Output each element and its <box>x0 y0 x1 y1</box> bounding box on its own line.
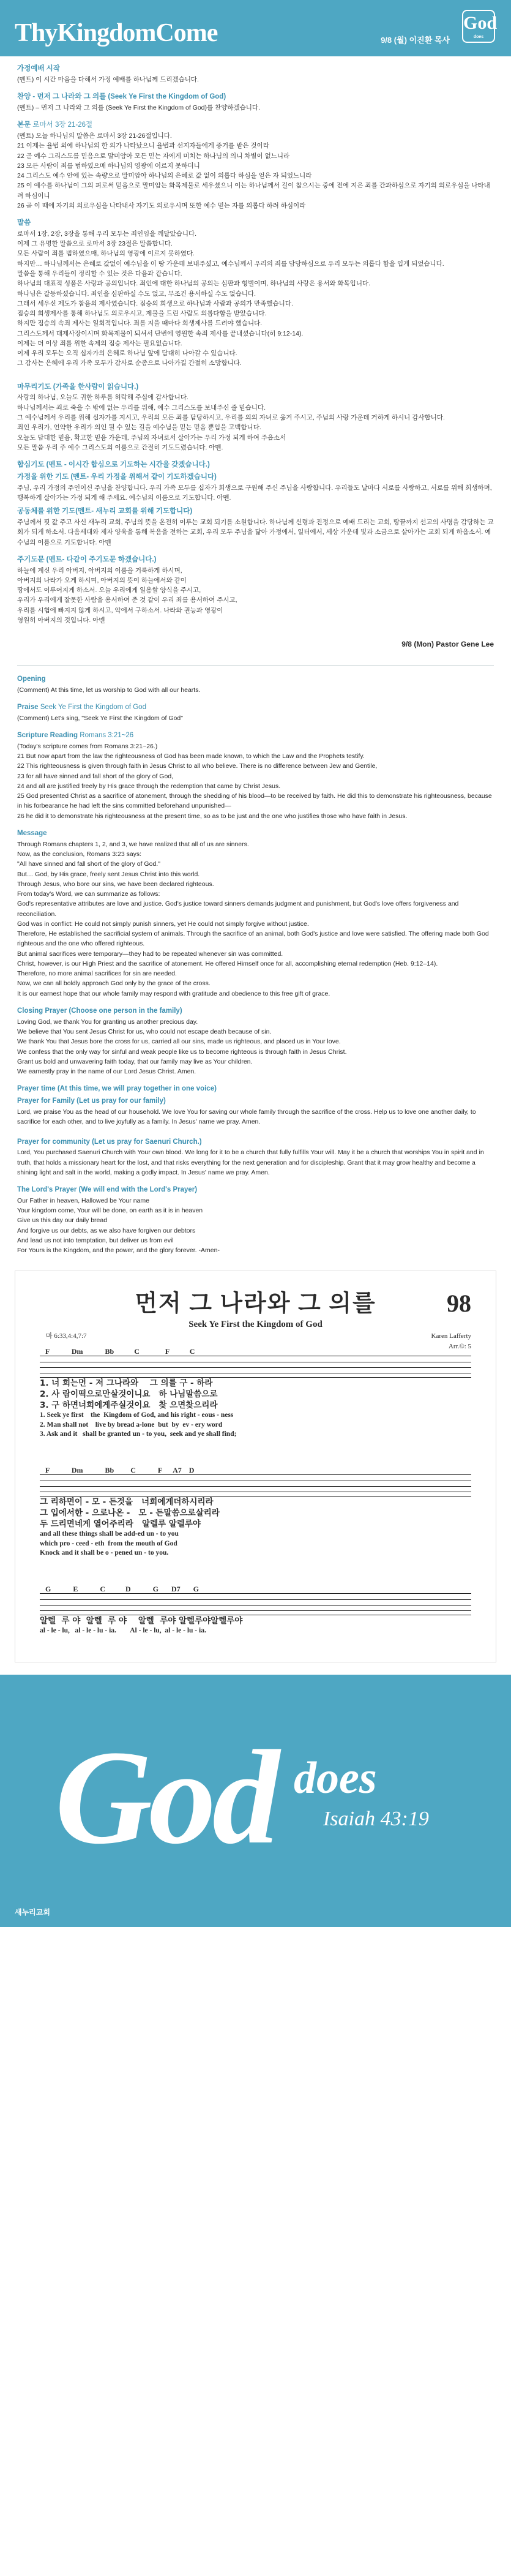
ko-verse-23: 23 모든 사람이 죄를 범하였으매 하나님의 영광에 이르지 못하더니 <box>17 162 200 170</box>
ko-verse-21: 21 이제는 율법 외에 하나님의 한 의가 나타났으니 율법과 선지자들에게 증거를 받은 것이라 <box>17 142 269 150</box>
en-verses <box>17 751 494 821</box>
ko-message-line: 짐승의 희생제사를 통해 하나님도 의로우시고, 제물을 드린 사람도 의롭다함을 받았습니다. <box>17 310 267 318</box>
hymn-title-korean: 먼저 그 나라와 그 의를 <box>135 1290 376 1316</box>
ko-closing-line: 그 예수님께서 우리를 위해 십자가를 지시고, 우리의 모든 죄를 담당하시고, 우리를 의의 자녀로 옮겨 주시고, 주님의 사랑 가운데 거하게 하시니 감사합니다. <box>17 413 445 421</box>
ko-message-line: 하나님은 갈등하셨습니다. 죄인을 심판하실 수도 없고, 무조건 용서하실 수도 없습니다. <box>17 290 256 298</box>
en-family-prayer: Lord, we praise You as the head of our household. We love You for saving our whole family through the sacrifice of the cross. Help us to love one another daily, to sacrifice for each other, and to live joyfully as a family. In Jesus' name we pray. Amen. <box>17 1108 476 1126</box>
korean-section <box>0 64 511 625</box>
lyric-line: 2. 사 람이떡으로만살것이니요 하 나님말씀으로 <box>40 1389 218 1399</box>
en-message-line: God was in conflict: He could not simply punish sinners, yet He could not simply forgive without justice. <box>17 920 309 928</box>
en-church-prayer: Lord, You purchased Saenuri Church with Your own blood. We long for it to be a church that fully fulfills Your will. May it be a church that worships You in spirit and in truth, that holds a missionary heart for the lost, and that risks everything for the next generation and for discipleship. Grant that it may grow healthy and become a shining light and salt in the world, making a godly impact. In Jesus' name we pray. Amen. <box>17 1149 484 1176</box>
ko-praise-title: 찬양 - 먼저 그 나라와 그 의를 (Seek Ye First the Kingdom of God) <box>17 93 226 101</box>
ko-lords-line: 우리를 시험에 빠지지 않게 하시고, 악에서 구하소서. 나라와 권능과 영광이 <box>17 606 223 614</box>
lyric-line: 알렐 루 야 알렐 루 야 알렐 루야 알렐루야알렐루야 <box>40 1615 243 1626</box>
ko-closing-line: 오늘도 담대한 믿음, 확고한 믿음 가운데, 주님의 자녀로서 살아가는 우리 가정 되게 하여 주옵소서 <box>17 434 286 441</box>
en-message-line: God's representative attributes are love and justice. God's justice toward sinners demands judgment and punishment, but God's love offers forgiveness and reconciliation. <box>17 900 459 918</box>
footer-does-text: does <box>294 1752 377 1803</box>
en-closing-line: We earnestly pray in the name of our Lord Jesus Christ. Amen. <box>17 1068 196 1076</box>
en-message-line: From today's Word, we can summarize as follows: <box>17 890 160 898</box>
lyric-line: Knock and it shall be o - pened un - to you. <box>40 1549 169 1557</box>
lyric-line: al - le - lu, al - le - lu - ia. Al - le - lu, al - le - lu - ia. <box>40 1626 206 1634</box>
ko-closing-line: 하나님께서는 죄로 죽을 수 밖에 없는 우리를 위해, 예수 그리스도를 보내주신 줄 믿습니다. <box>17 404 266 411</box>
en-verse-23: 23 for all have sinned and fall short of the glory of God, <box>17 772 174 780</box>
en-praise-title: Praise Seek Ye First the Kingdom of God <box>17 703 146 711</box>
ko-lords-title: 주기도문 (멘트- 다같이 주기도문 하겠습니다.) <box>17 555 157 563</box>
ko-church-prayer-title: 공동체를 위한 기도(멘트- 새누리 교회를 위해 기도합니다) <box>17 508 193 516</box>
en-church-prayer-title: Prayer for community (Let us pray for Saenuri Church.) <box>17 1138 202 1146</box>
en-message-line: Through Jesus, who bore our sins, we have been declared righteous. <box>17 880 214 888</box>
devotion-date: 9/8 (월) 이진환 목사 <box>381 36 450 45</box>
en-lords-title: The Lord's Prayer (We will end with the Lord's Prayer) <box>17 1186 198 1194</box>
ko-family-prayer: 주님, 우리 가정의 주인이신 주님을 찬양합니다. 우리 가족 모두를 십자가 희생으로 구원해 주신 주님을 사랑합니다. 우리들도 날마다 서로를 사랑하고, 서로를 위해 희생하며, 행복하게 살아가는 가정 되게 해 주세요. 예수님의 이름으로 기도합니다. 아멘. <box>17 484 492 501</box>
staff-2-chords: F Dm Bb C F A7 D <box>40 1465 195 1474</box>
lyric-line: which pro - ceed - eth from the mouth of God <box>40 1539 177 1547</box>
music-staff-1 <box>40 1346 471 1440</box>
ko-lords-line: 우리가 우리에게 잘못한 사람을 용서하여 준 것 같이 우리 죄를 용서하여 주시고, <box>17 596 237 604</box>
ko-reading-ref: 로마서 3장 21-26절 <box>32 121 93 129</box>
ko-message-line: 그래서 세우신 제도가 참음의 제사였습니다. 짐승의 희생으로 하나님과 사람과 공의가 만족했습니다. <box>17 299 293 307</box>
en-opening-text: (Comment) At this time, let us worship to God with all our hearts. <box>17 686 201 694</box>
en-message-line: Now, as the conclusion, Romans 3:23 says: <box>17 850 142 858</box>
footer-banner <box>0 1675 511 1927</box>
hymn-title-english: Seek Ye First the Kingdom of God <box>188 1319 323 1329</box>
ko-verse-24: 24 그리스도 예수 안에 있는 속량으로 말미암아 하나님의 은혜로 값 없이 의롭다 하심을 얻은 자 되었느니라 <box>17 172 312 180</box>
ko-message-line: 이제 그 유명한 말씀으로 로마서 3장 23절은 말씀합니다. <box>17 240 173 248</box>
ko-message-line: 하나님의 대표적 성품은 사랑과 공의입니다. 죄인에 대한 하나님의 공의는 심판과 형벌이며, 하나님의 사랑은 용서와 화목입니다. <box>17 280 371 288</box>
ko-reading-title: 본문 로마서 3장 21-26절 <box>17 121 93 129</box>
staff-lines <box>40 1356 471 1378</box>
en-verse-26: 26 he did it to demonstrate his righteousness at the present time, so as to be just and the one who justifies those who have faith in Jesus. <box>17 812 408 820</box>
music-staff-2 <box>40 1465 471 1558</box>
ko-message-line: 그 감사는 은혜에 우리 가족 모두가 감사로 순종으로 나아가길 간절히 소망합니다. <box>17 359 242 367</box>
lyric-line: 그 리하면이 - 모 - 든것을 너희에게더하시리라 <box>40 1496 214 1507</box>
staff-lines <box>40 1474 471 1496</box>
hymn-number: 98 <box>447 1289 471 1317</box>
en-closing-line: We thank You that Jesus bore the cross for us, carried all our sins, made us righteous, and placed us in Your love. <box>17 1038 341 1046</box>
en-message <box>17 839 494 999</box>
lyric-line: 3. Ask and it shall be granted un - to you, seek and ye shall find; <box>40 1430 237 1438</box>
en-verse-21: 21 But now apart from the law the righteousness of God has been made known, to which the Law and the Prophets testify. <box>17 753 365 760</box>
ko-opening-text: (멘트) 이 시간 마음을 다해서 가정 예배를 하나님께 드리겠습니다. <box>17 75 199 83</box>
section-divider <box>17 665 494 666</box>
ko-reading-intro: (멘트) 오늘 하나님의 말씀은 로마서 3장 21-26절입니다. <box>17 132 172 140</box>
en-together-title: Prayer time (At this time, we will pray together in one voice) <box>17 1085 217 1093</box>
footer-scripture-ref: Isaiah 43:19 <box>323 1807 429 1830</box>
hymn-sheet <box>15 1271 496 1662</box>
lyric-line: 두 드리면네게 열어주리라 알렐루 알렐루야 <box>40 1519 201 1529</box>
ko-message-line: 이제는 더 이상 죄를 위한 속제의 짐승 제사는 필요없습니다. <box>17 339 182 347</box>
lyric-line: 1. 너 희는먼 - 저 그나라와 그 의를 구 - 하라 <box>40 1378 213 1388</box>
church-logo: 새누리교회 <box>15 1907 50 1917</box>
music-staff-3 <box>40 1583 471 1636</box>
en-family-prayer-title: Prayer for Family (Let us pray for our family) <box>17 1097 166 1105</box>
staff-1-chords: F Dm Bb C F C <box>40 1346 195 1356</box>
ko-message-line: 모든 사람이 죄를 범하였으매, 하나님의 영광에 이르지 못하였다. <box>17 250 195 258</box>
ko-praise-text: (멘트) – 먼저 그 나라와 그 의를 (Seek Ye First the Kingdom of God)를 찬양하겠습니다. <box>17 103 260 111</box>
en-reading-intro: (Today's scripture comes from Romans 3:21~26.) <box>17 742 158 750</box>
ko-lords-prayer <box>17 566 494 626</box>
en-closing <box>17 1017 494 1077</box>
ko-message-line: 하지만 짐승의 속죄 제사는 일회적입니다. 죄를 지을 때마다 희생제사를 드려야 했습니다. <box>17 320 263 328</box>
en-reading-title: Scripture Reading Romans 3:21~26 <box>17 731 134 739</box>
ko-message <box>17 229 494 369</box>
ko-family-prayer-title: 가정을 위한 기도 (멘트- 우리 가정을 위해서 같이 기도하겠습니다) <box>17 473 217 481</box>
en-reading-ref: Romans 3:21~26 <box>80 731 134 739</box>
en-message-line: "All have sinned and fall short of the glory of God." <box>17 860 160 868</box>
hymn-composer: Karen Lafferty Arr.©: 5 <box>431 1332 471 1350</box>
ko-lords-line: 하늘에 계신 우리 아버지, 아버지의 이름을 거룩하게 하시며, <box>17 566 182 574</box>
lyric-line: 그 입에서한 - 으로나온 - 모 - 든말씀으로살리라 <box>40 1508 220 1518</box>
pastor-signature: 9/8 (Mon) Pastor Gene Lee <box>401 640 494 649</box>
ko-message-title: 말씀 <box>17 219 31 227</box>
en-message-line: Therefore, He established the sacrificial system of animals. Through the sacrifice of an animal, both God's justice and love were satisfied. The offering made both God righteous and the one who offered righteous. <box>17 930 489 948</box>
en-closing-line: We believe that You sent Jesus Christ for us, who could not escape death because of sin. <box>17 1028 272 1036</box>
footer-god-text: God <box>55 1722 276 1872</box>
en-message-line: Now, we can all boldly approach God only by the grace of the cross. <box>17 980 211 988</box>
en-verse-25: 25 God presented Christ as a sacrifice of atonement, through the shedding of his blood—to be received by faith. He did this to demonstrate his righteousness, because in his forbearance he had left the sins committed beforehand unpunished— <box>17 792 492 810</box>
ko-closing-line: 모든 말씀 우리 주 예수 그리스도의 이름으로 간절히 기도드렸습니다. 아멘. <box>17 443 223 451</box>
en-message-line: But… God, by His grace, freely sent Jesus Christ into this world. <box>17 870 200 878</box>
en-closing-line: We confess that the only way for sinful and weak people like us to become righteous is through faith in Jesus Christ. <box>17 1048 347 1056</box>
en-message-line: Christ, however, is our High Priest and the sacrifice of atonement. He offered Himself once for all, accomplishing eternal redemption (Heb. 9:12–14). <box>17 959 438 967</box>
ko-lords-line: 땅에서도 이루어지게 하소서. 오늘 우리에게 일용할 양식을 주시고, <box>17 587 201 595</box>
ko-message-line: 하지만… 하나님께서는 은혜로 값없이 예수님을 이 땅 가운데 보내주셨고, 예수님께서 우리의 죄를 담당하심으로 우리 모두는 의롭다 함을 입게 되었습니다. <box>17 260 444 268</box>
en-lords-line: And forgive us our debts, as we also have forgiven our debtors <box>17 1226 196 1234</box>
ko-message-line: 말씀을 통해 우리들이 정리할 수 있는 것은 다음과 같습니다. <box>17 269 182 277</box>
en-message-line: It is our earnest hope that our whole family may respond with gratitude and obedience to this free gift of grace. <box>17 989 330 997</box>
ko-lords-line: 영원히 아버지의 것입니다. 아멘 <box>17 616 105 624</box>
ko-message-line: 이제 우리 모두는 오직 십자가의 은혜로 하나님 앞에 담대히 나아갈 수 있습니다. <box>17 350 237 358</box>
lyric-line: 1. Seek ye first the Kingdom of God, and his right - eous - ness <box>40 1411 234 1419</box>
staff-3-chords: G E C D G D7 G <box>40 1584 200 1593</box>
ko-closing-title: 마무리기도 (가족을 한사람이 읽습니다.) <box>17 383 139 391</box>
en-message-line: But animal sacrifices were temporary—they had to be repeated whenever sin was committed. <box>17 950 283 958</box>
ko-message-line: 그리스도께서 대제사장이시며 화목제물이 되셔서 단번에 영원한 속죄 제사를 끝내셨습니다(히 9:12-14). <box>17 329 304 337</box>
series-title: ThyKingdomCome <box>15 19 218 47</box>
en-praise-text: (Comment) Let's sing, "Seek Ye First the Kingdom of God" <box>17 714 183 722</box>
en-closing-line: Grant us bold and unwavering faith today, that our family may live as Your children. <box>17 1057 253 1065</box>
en-lords-line: For Yours is the Kingdom, and the power, and the glory forever. -Amen- <box>17 1247 220 1255</box>
ko-closing-line: 죄인 우리가, 언약한 우리가 의인 될 수 있는 길을 예수님을 믿는 믿음 뿐임을 고백합니다. <box>17 424 261 432</box>
staff-lines <box>40 1593 471 1615</box>
lyric-line: 2. Man shall not live by bread a-lone but by ev - ery word <box>40 1421 223 1429</box>
english-section <box>0 674 511 1256</box>
en-message-title: Message <box>17 829 47 837</box>
en-verse-22: 22 This righteousness is given through faith in Jesus Christ to all who believe. There is no difference between Jew and Gentile, <box>17 762 378 770</box>
en-message-line: Therefore, no more animal sacrifices for sin are needed. <box>17 970 177 978</box>
en-lords-line: And lead us not into temptation, but deliver us from evil <box>17 1237 174 1244</box>
ko-verses <box>17 141 494 211</box>
en-lords-line: Give us this day our daily bread <box>17 1217 108 1225</box>
ko-verse-26: 26 곧 이 때에 자기의 의로우심을 나타내사 자기도 의로우시며 또한 예수 믿는 자를 의롭다 하려 하심이라 <box>17 201 306 209</box>
hymn-scripture-ref: 마 6:33,4:4,7:7 <box>46 1332 87 1340</box>
ko-opening-title: 가정예배 시작 <box>17 65 60 72</box>
lyric-line: and all these things shall be add-ed un - to you <box>40 1530 179 1538</box>
lyric-line: 3. 구 하면너희에게주실것이요 찾 으면찾으리라 <box>40 1400 218 1410</box>
ko-closing-line: 사랑의 하나님, 오늘도 귀한 하루를 허락해 주심에 감사합니다. <box>17 394 188 402</box>
en-praise-song: Seek Ye First the Kingdom of God <box>40 703 146 711</box>
en-lords-line: Your kingdom come, Your will be done, on earth as it is in heaven <box>17 1207 203 1215</box>
ko-lords-line: 아버지의 나라가 오게 하시며, 아버지의 뜻이 하늘에서와 같이 <box>17 576 187 584</box>
page-header <box>0 0 511 56</box>
en-verse-24: 24 and all are justified freely by His grace through the redemption that came by Christ Jesus. <box>17 782 281 790</box>
ko-verse-22: 22 곧 예수 그리스도를 믿음으로 말미암아 모든 믿는 자에게 미치는 하나님의 의니 차별이 없느니라 <box>17 152 290 160</box>
en-closing-line: Loving God, we thank You for granting us another precious day. <box>17 1018 198 1026</box>
en-closing-title: Closing Prayer (Choose one person in the family) <box>17 1007 182 1015</box>
ko-closing <box>17 392 494 452</box>
ko-message-line: 로마서 1장, 2장, 3장을 통해 우리 모두는 죄인임을 깨달았습니다. <box>17 230 197 238</box>
en-lords-prayer <box>17 1196 494 1256</box>
ko-together-title: 합심기도 (멘트 - 이시간 합심으로 기도하는 시간을 갖겠습니다.) <box>17 461 210 469</box>
god-does-logo: God does <box>462 10 495 43</box>
en-opening-title: Opening <box>17 675 46 683</box>
en-message-line: Through Romans chapters 1, 2, and 3, we have realized that all of us are sinners. <box>17 840 249 848</box>
ko-verse-25: 25 이 예수를 하나님이 그의 피로써 믿음으로 말미암는 화목제물로 세우셨으니 이는 하나님께서 길이 참으시는 중에 전에 지은 죄를 간과하심으로 자기의 의로우심을 나타내려 하심이니 <box>17 182 490 200</box>
ko-church-prayer: 주님께서 핏 값 주고 사신 새누리 교회, 주님의 뜻을 온전히 이루는 교회 되기를 소원합니다. 하나님께 신령과 진정으로 예배 드리는 교회, 땅끝까지 선교의 사명을 감당하는 교회가 되게 하소서. 다음세대와 제자 양육을 통해 복음을 전하는 교회, 우리 모두 주님을 닮아 가정에서, 일터에서, 세상 가운데 빛과 소금으로 살아가는 교회 되게 하옵소서. 예수님의 이름으로 기도합니다. 아멘 <box>17 519 494 546</box>
en-lords-line: Our Father in heaven, Hallowed be Your name <box>17 1196 149 1204</box>
